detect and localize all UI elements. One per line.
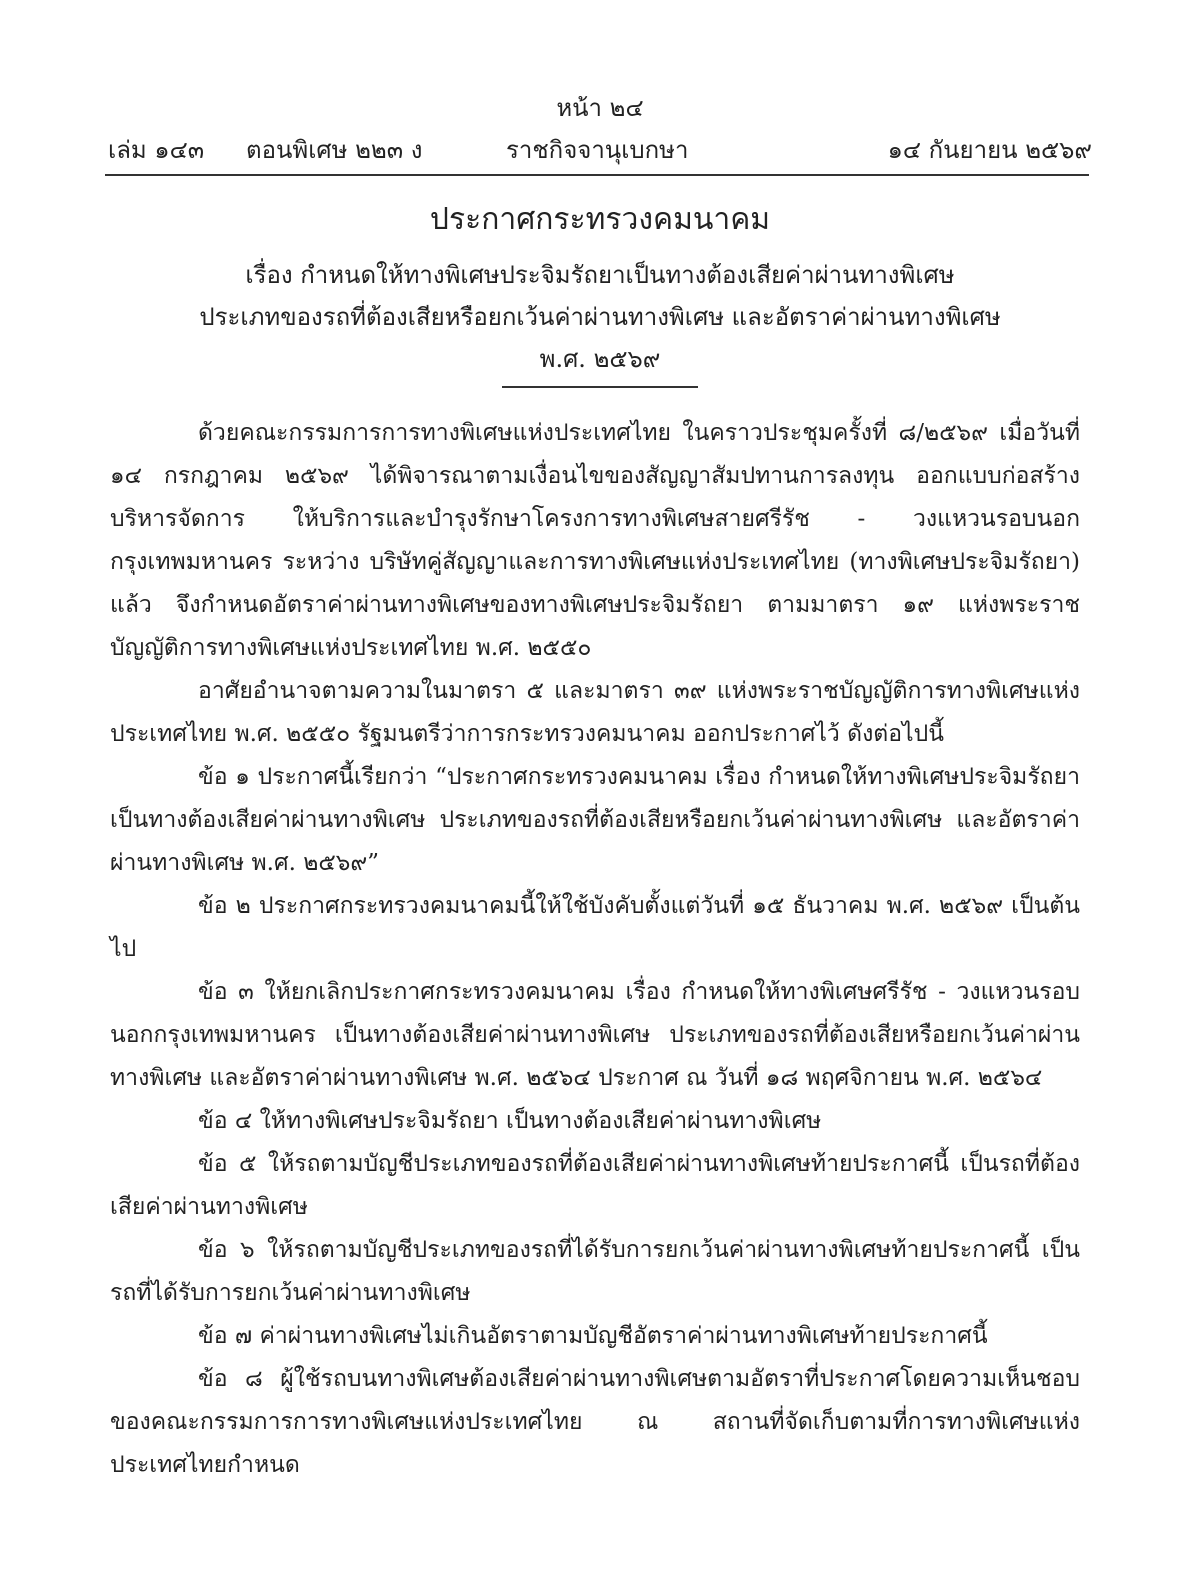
clause-6: ข้อ ๖ ให้รถตามบัญชีประเภทของรถที่ได้รับการยกเว้นค่าผ่านทางพิเศษท้ายประกาศนี้ เป็นรถที่ได้รับการยกเว้นค่าผ่านทางพิเศษ bbox=[110, 1237, 1080, 1306]
document-body bbox=[110, 412, 1080, 1487]
document-title: ประกาศกระทรวงคมนาคม bbox=[429, 202, 771, 237]
clause-7: ข้อ ๗ ค่าผ่านทางพิเศษไม่เกินอัตราตามบัญชีอัตราค่าผ่านทางพิเศษท้ายประกาศนี้ bbox=[198, 1323, 988, 1349]
publication-date: ๑๔ กันยายน ๒๕๖๙ bbox=[887, 136, 1092, 164]
gazette-name: ราชกิจจานุเบกษา bbox=[506, 136, 689, 164]
authority-paragraph: อาศัยอำนาจตามความในมาตรา ๕ และมาตรา ๓๙ แห่งพระราชบัญญัติการทางพิเศษแห่งประเทศไทย พ.ศ. ๒๕๕๐ รัฐมนตรีว่าการกระทรวงคมนาคม ออกประกาศไว้ ดังต่อไปนี้ bbox=[110, 678, 1080, 747]
section-number: ตอนพิเศษ ๒๒๓ ง bbox=[246, 136, 423, 164]
preamble-paragraph: ด้วยคณะกรรมการการทางพิเศษแห่งประเทศไทย ในคราวประชุมครั้งที่ ๘/๒๕๖๙ เมื่อวันที่ ๑๔ กรกฎาคม ๒๕๖๙ ได้พิจารณาตามเงื่อนไขของสัญญาสัมปทานการลงทุน ออกแบบก่อสร้าง บริหารจัดการ ให้บริการและบำรุงรักษาโครงการทางพิเศษสายศรีรัช - วงแหวนรอบนอกกรุงเทพมหานคร ระหว่าง บริษัทคู่สัญญาและการทางพิเศษแห่งประเทศไทย (ทางพิเศษประจิมรัถยา) แล้ว จึงกำหนดอัตราค่าผ่านทางพิเศษของทางพิเศษประจิมรัถยา ตามมาตรา ๑๙ แห่งพระราชบัญญัติการทางพิเศษแห่งประเทศไทย พ.ศ. ๒๕๕๐ bbox=[110, 420, 1080, 661]
gazette-header bbox=[108, 134, 1092, 166]
clause-2: ข้อ ๒ ประกาศกระทรวงคมนาคมนี้ให้ใช้บังคับตั้งแต่วันที่ ๑๕ ธันวาคม พ.ศ. ๒๕๖๙ เป็นต้นไป bbox=[110, 893, 1080, 962]
clause-4: ข้อ ๔ ให้ทางพิเศษประจิมรัถยา เป็นทางต้องเสียค่าผ่านทางพิเศษ bbox=[198, 1108, 822, 1134]
volume-number: เล่ม ๑๔๓ bbox=[108, 136, 205, 164]
document-subject-line-2: ประเภทของรถที่ต้องเสียหรือยกเว้นค่าผ่านทางพิเศษ และอัตราค่าผ่านทางพิเศษ bbox=[199, 303, 1001, 331]
page-number: หน้า ๒๔ bbox=[556, 94, 644, 122]
title-block bbox=[0, 200, 1200, 380]
title-divider bbox=[502, 386, 698, 388]
document-year: พ.ศ. ๒๕๖๙ bbox=[539, 345, 661, 373]
clause-5: ข้อ ๕ ให้รถตามบัญชีประเภทของรถที่ต้องเสียค่าผ่านทางพิเศษท้ายประกาศนี้ เป็นรถที่ต้องเสียค่าผ่านทางพิเศษ bbox=[110, 1151, 1080, 1220]
header-divider bbox=[105, 174, 1089, 176]
clause-1: ข้อ ๑ ประกาศนี้เรียกว่า “ประกาศกระทรวงคมนาคม เรื่อง กำหนดให้ทางพิเศษประจิมรัถยาเป็นทางต้องเสียค่าผ่านทางพิเศษ ประเภทของรถที่ต้องเสียหรือยกเว้นค่าผ่านทางพิเศษ และอัตราค่าผ่านทางพิเศษ พ.ศ. ๒๕๖๙” bbox=[110, 764, 1080, 876]
clause-3: ข้อ ๓ ให้ยกเลิกประกาศกระทรวงคมนาคม เรื่อง กำหนดให้ทางพิเศษศรีรัช - วงแหวนรอบนอกกรุงเทพมหานคร เป็นทางต้องเสียค่าผ่านทางพิเศษ ประเภทของรถที่ต้องเสียหรือยกเว้นค่าผ่านทางพิเศษ และอัตราค่าผ่านทางพิเศษ พ.ศ. ๒๕๖๔ ประกาศ ณ วันที่ ๑๘ พฤศจิกายน พ.ศ. ๒๕๖๔ bbox=[110, 979, 1080, 1091]
clause-8: ข้อ ๘ ผู้ใช้รถบนทางพิเศษต้องเสียค่าผ่านทางพิเศษตามอัตราที่ประกาศโดยความเห็นชอบของคณะกรรมการการทางพิเศษแห่งประเทศไทย ณ สถานที่จัดเก็บตามที่การทางพิเศษแห่งประเทศไทยกำหนด bbox=[110, 1366, 1080, 1478]
document-subject-line-1: เรื่อง กำหนดให้ทางพิเศษประจิมรัถยาเป็นทางต้องเสียค่าผ่านทางพิเศษ bbox=[245, 261, 955, 289]
